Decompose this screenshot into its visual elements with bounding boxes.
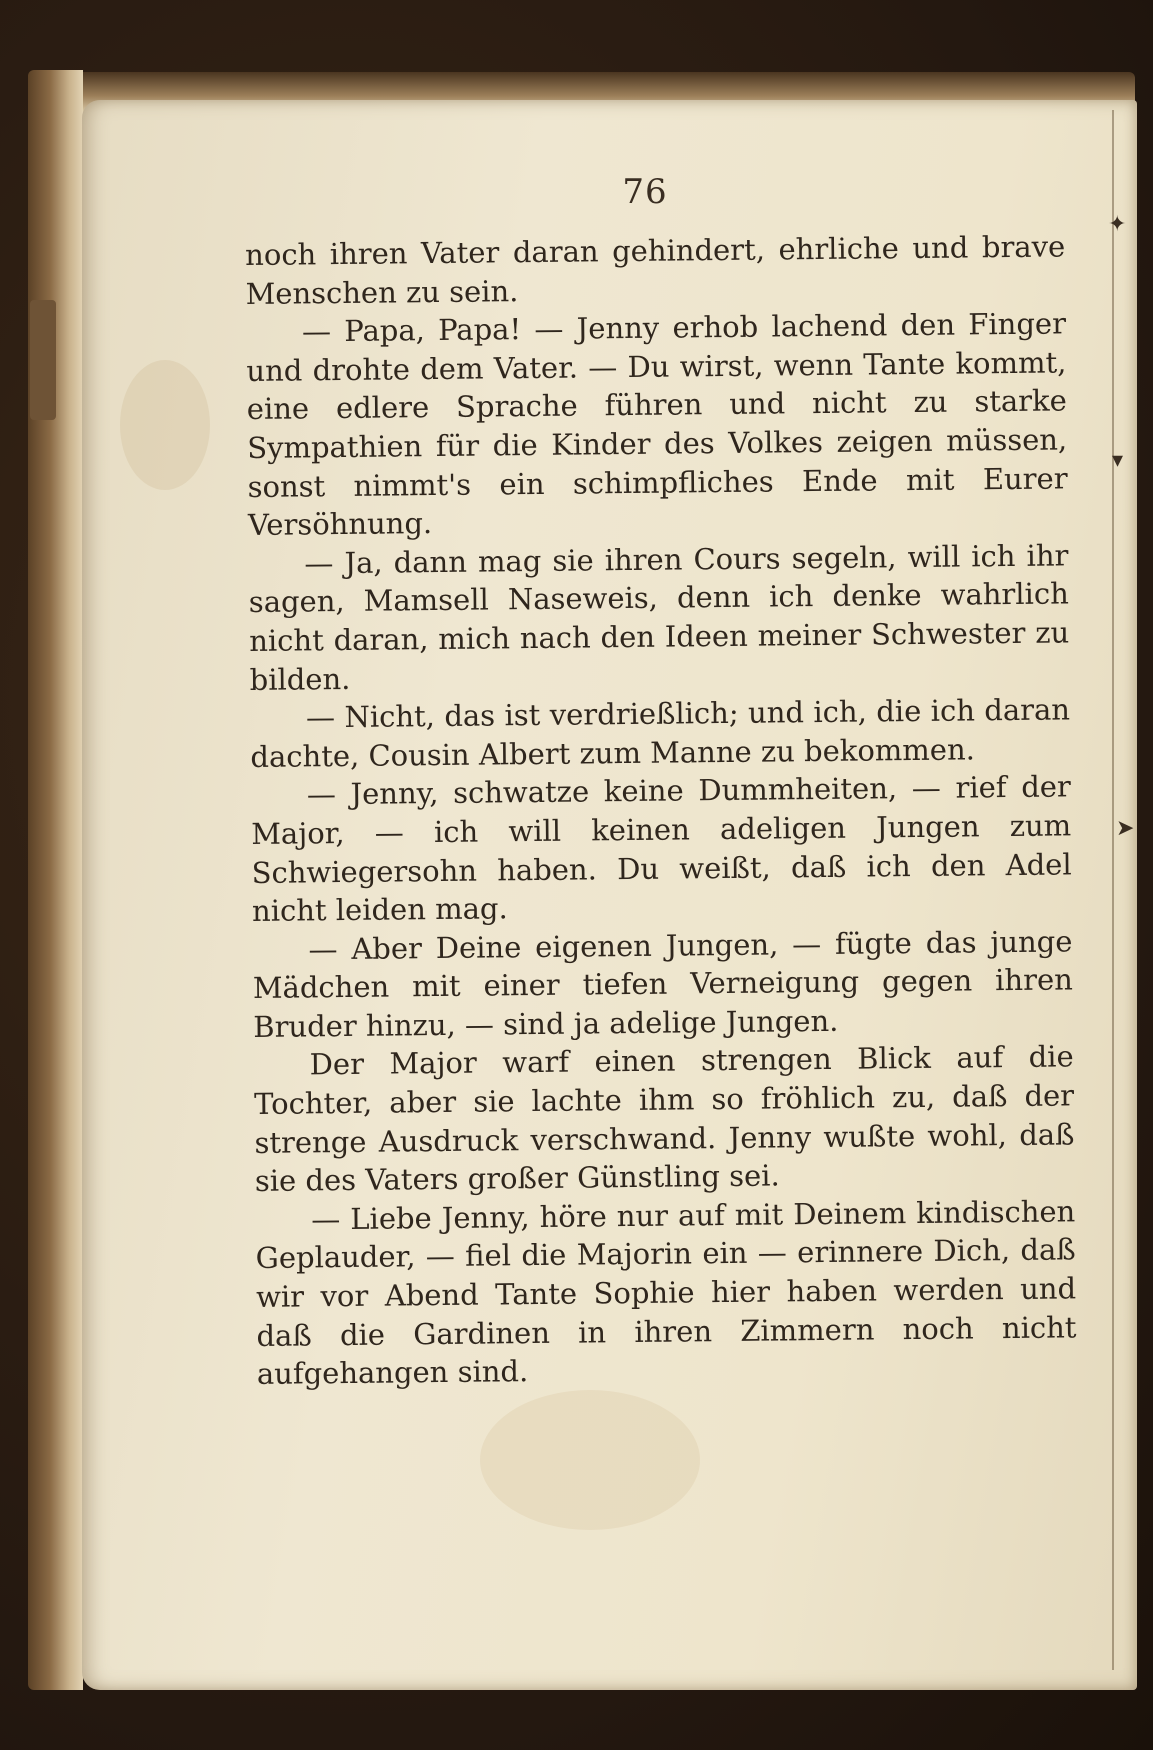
paper-stain	[120, 360, 210, 490]
page-gutter-line	[1112, 110, 1114, 1670]
paragraph: — Papa, Papa! — Jenny erhob lachend den Finger und drohte dem Vater. — Du wirst, wenn Tante kommt, eine edlere Sprache führen und nicht zu starke Sympathien für die Kinder des Volkes zeigen müssen, sonst nimmt's ein schimpfliches Ende mit Eurer Versöhnung.	[246, 306, 1068, 543]
margin-tick-icon: ➤	[1116, 816, 1135, 841]
margin-tick-icon: ▾	[1112, 448, 1124, 473]
page-number: 76	[622, 172, 668, 212]
paragraph: — Nicht, das ist verdrießlich; und ich, die ich daran dachte, Cousin Albert zum Manne zu bekommen.	[250, 692, 1071, 774]
paragraph: — Liebe Jenny, höre nur auf mit Deinem kindischen Geplauder, — fiel die Majorin ein — erinnere Dich, daß wir vor Abend Tante Sophie hier haben werden und daß die Gardinen in ihren Zimmern noch nicht aufgehangen sind.	[255, 1194, 1077, 1392]
paragraph: Der Major warf einen strengen Blick auf die Tochter, aber sie lachte ihm so fröhlich zu, daß der strenge Ausdruck verschwand. Jenny wußte wohl, daß sie des Vaters großer Günstling sei.	[253, 1039, 1075, 1199]
paragraph: — Jenny, schwatze keine Dummheiten, — rief der Major, — ich will keinen adeligen Jungen zum Schwiegersohn haben. Du weißt, daß ich den Adel nicht leiden mag.	[251, 769, 1072, 929]
binding-damage	[30, 300, 56, 420]
page-text	[245, 227, 1077, 1393]
paragraph: — Aber Deine eigenen Jungen, — fügte das junge Mädchen mit einer tiefen Verneigung gegen ihren Bruder hinzu, — sind ja adelige Jungen.	[252, 924, 1074, 1044]
margin-tick-icon: ✦	[1108, 212, 1127, 237]
paper-stain	[480, 1390, 700, 1530]
paragraph: — Ja, dann mag sie ihren Cours segeln, will ich ihr sagen, Mamsell Naseweis, denn ich denke wahrlich nicht daran, mich nach den Ideen meiner Schwester zu bilden.	[248, 538, 1070, 697]
paragraph: noch ihren Vater daran gehindert, ehrliche und brave Menschen zu sein.	[245, 229, 1066, 311]
